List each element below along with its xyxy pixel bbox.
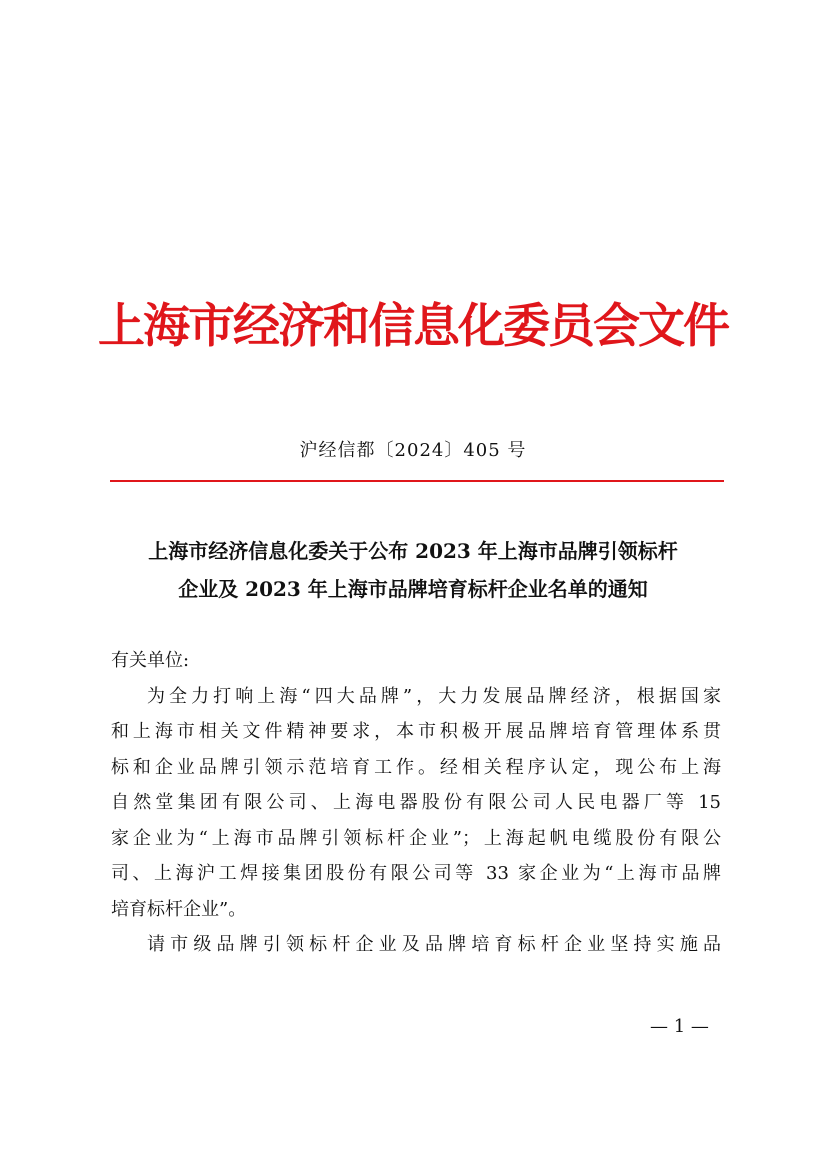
notice-title-line-1: 上海市经济信息化委关于公布 2023 年上海市品牌引领标杆 [148, 539, 678, 563]
paragraph-1-line: 自然堂集团有限公司、上海电器股份有限公司人民电器厂等 15 [111, 792, 721, 813]
page-number: — 1 — [650, 1016, 709, 1037]
body-paragraph-1 [111, 679, 721, 928]
paragraph-1-line: 司、上海沪工焊接集团股份有限公司等 33 家企业为“上海市品牌 [111, 863, 721, 884]
salutation: 有关单位: [111, 650, 190, 671]
notice-title-line-2: 企业及 2023 年上海市品牌培育标杆企业名单的通知 [178, 577, 648, 601]
paragraph-1-line: 和上海市相关文件精神要求，本市积极开展品牌培育管理体系贯 [111, 721, 721, 742]
header-divider-line [110, 480, 724, 482]
document-number: 沪经信都〔2024〕405 号 [299, 440, 527, 461]
document-header-title: 上海市经济和信息化委员会文件 [98, 299, 728, 354]
paragraph-1-line: 为全力打响上海“四大品牌”，大力发展品牌经济，根据国家 [147, 685, 721, 707]
body-paragraph-2 [111, 927, 721, 963]
paragraph-1-line: 培育标杆企业”。 [111, 898, 247, 920]
notice-body [111, 643, 721, 963]
notice-title [100, 532, 726, 608]
paragraph-2-line: 请市级品牌引领标杆企业及品牌培育标杆企业坚持实施品 [147, 934, 721, 955]
paragraph-1-line: 家企业为“上海市品牌引领标杆企业”；上海起帆电缆股份有限公 [111, 827, 721, 849]
paragraph-1-line: 标和企业品牌引领示范培育工作。经相关程序认定，现公布上海 [111, 756, 721, 778]
